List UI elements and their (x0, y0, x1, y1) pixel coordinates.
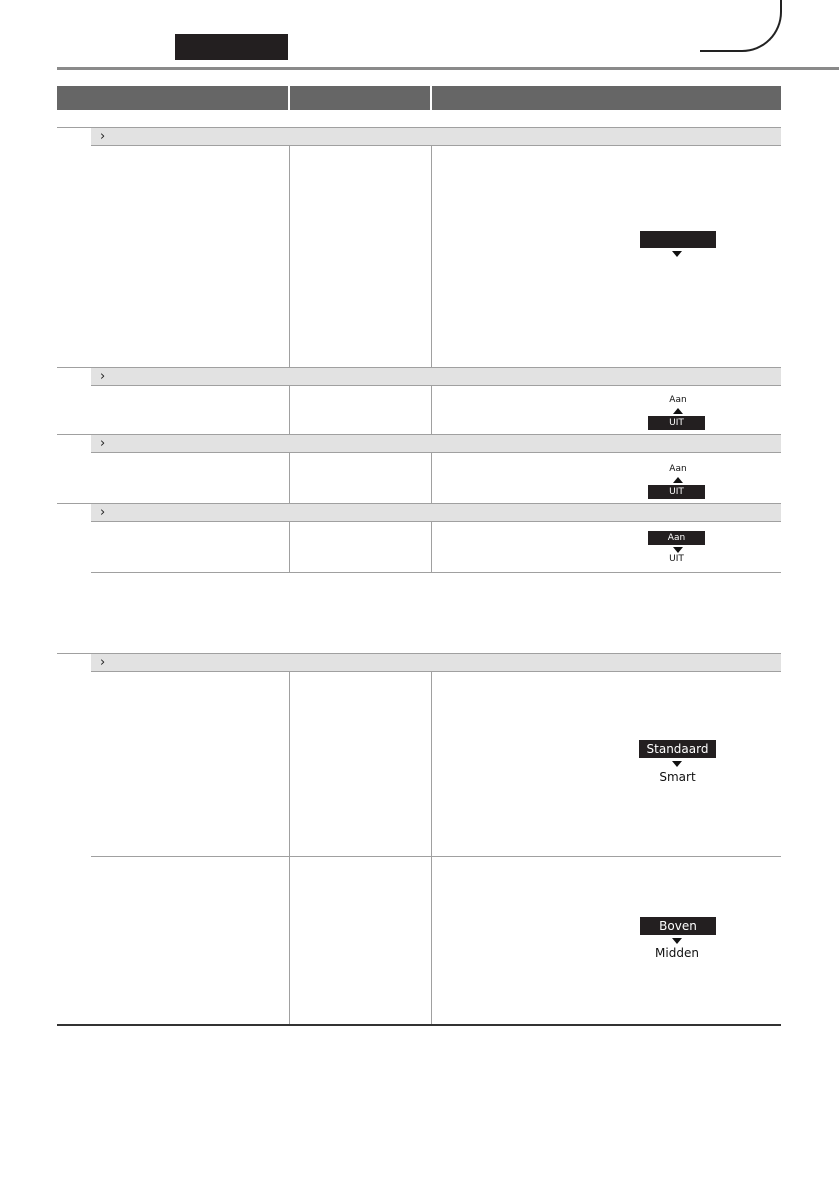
display-option-uit: UIT (669, 554, 684, 564)
table-bottom-rule (91, 572, 781, 573)
section-lead-line (57, 367, 91, 368)
column-divider (289, 386, 290, 434)
section-bar-3 (91, 434, 781, 453)
display-option-aan: Aan (648, 531, 705, 545)
arrow-down-icon (672, 938, 682, 944)
section-lead-line (57, 503, 91, 504)
arrow-up-icon (673, 408, 683, 414)
column-divider (289, 453, 290, 503)
chevron-right-icon: › (100, 369, 106, 384)
arrow-down-icon (672, 761, 682, 767)
arrow-down-icon (673, 547, 683, 553)
column-divider (289, 672, 290, 1025)
chevron-right-icon: › (100, 505, 106, 520)
row-divider (91, 856, 781, 857)
column-divider (431, 672, 432, 1025)
table-header-col-3 (432, 86, 781, 110)
section-bar-5 (91, 653, 781, 672)
column-divider (431, 386, 432, 434)
chevron-right-icon: › (100, 129, 106, 144)
table-bottom-rule (57, 1024, 781, 1026)
arrow-up-icon (673, 477, 683, 483)
table-header-col-1 (57, 86, 288, 110)
chapter-tab (175, 34, 288, 60)
section-bar-1 (91, 127, 781, 146)
display-option-midden: Midden (655, 946, 699, 960)
section-bar-4 (91, 503, 781, 522)
display-option-boven: Boven (640, 917, 716, 935)
display-option-aan: Aan (669, 395, 687, 405)
section-lead-line (57, 653, 91, 654)
chevron-right-icon: › (100, 655, 106, 670)
column-divider (431, 146, 432, 367)
display-option-aan: Aan (669, 464, 687, 474)
display-option-uit: UIT (648, 485, 705, 499)
table-header-col-2 (290, 86, 430, 110)
section-lead-line (57, 434, 91, 435)
display-indicator (640, 231, 716, 248)
header-rule (57, 67, 839, 70)
column-divider (431, 453, 432, 503)
column-divider (431, 522, 432, 572)
chevron-right-icon: › (100, 436, 106, 451)
section-bar-2 (91, 367, 781, 386)
page-corner-mark (700, 0, 782, 52)
arrow-down-icon (672, 251, 682, 257)
column-divider (289, 522, 290, 572)
column-divider (289, 146, 290, 367)
section-lead-line (57, 127, 91, 128)
display-option-standaard: Standaard (639, 740, 716, 758)
display-option-smart: Smart (659, 770, 696, 784)
display-option-uit: UIT (648, 416, 705, 430)
